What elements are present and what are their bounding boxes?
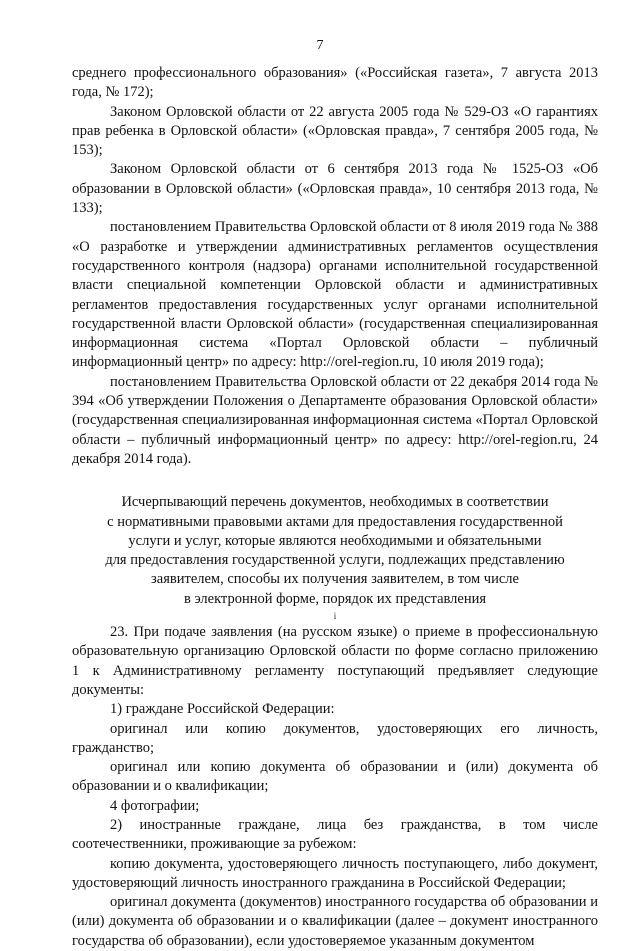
heading-line: для предоставления государственной услуги, подлежащих представлению [105,552,565,569]
paragraph-identity-docs: оригинал или копию документов, удостоверяющих его личность, гражданство; [72,720,598,756]
heading-line: заявителем, способы их получения заявителем, в том числе [151,571,519,588]
document-body [72,64,598,951]
page-number: 7 [316,38,324,53]
paragraph-education-doc: оригинал или копию документа об образовании и (или) документа об образовании и о квалификации; [72,759,598,795]
paragraph-item-23: 23. При подаче заявления (на русском языке) о приеме в профессиональную образовательную организацию Орловской области по форме согласно приложению 1 к Административному регламенту поступающий предъявляет следующие документы: [72,624,598,698]
stray-mark: і [333,611,337,622]
section-heading [72,493,598,609]
paragraph-resolution-394: постановлением Правительства Орловской области от 22 декабря 2014 года № 394 «Об утверждении Положения о Департаменте образования Орловской области» (государственная специализированная информационная система «Портал Орловской области – публичный информационный центр» по адресу: http://orel-region.ru, 24 декабря 2014 года). [72,373,598,467]
paragraph-foreign-citizens: 2) иностранные граждане, лица без гражданства, в том числе соотечественники, проживающие за рубежом: [72,816,598,853]
paragraph-continuation: среднего профессионального образования» («Российская газета», 7 августа 2013 года, № 172); [72,65,598,101]
heading-line: с нормативными правовыми актами для предоставления государственной [107,513,563,530]
paragraph-law-529: Законом Орловской области от 22 августа 2005 года № 529-ОЗ «О гарантиях прав ребенка в Орловской области» («Орловская правда», 7 сентября 2005 года, № 153); [72,103,598,159]
paragraph-foreign-education-doc: оригинал документа (документов) иностранного государства об образовании и (или) документа об образовании и о квалификации (далее – документ иностранного государства об образовании), если удостоверяемое указанным документом [72,894,598,949]
heading-line: услуги и услуг, которые являются необходимыми и обязательными [128,532,542,549]
heading-line: Исчерпывающий перечень документов, необходимых в соответствии [121,494,549,511]
paragraph-photos: 4 фотографии; [110,797,200,814]
paragraph-resolution-388: постановлением Правительства Орловской области от 8 июля 2019 года № 388 «О разработке и утверждении административных регламентов осуществления государственного контроля (надзора) органами исполнительной государственной власти специальной компетенции Орловской области и административных регламентов предоставления государственных услуг органами исполнительной государственной власти Орловской области» (государственная специализированная информационная система «Портал Орловской области – публичный информационный центр» по адресу: http://orel-region.ru, 10 июля 2019 года); [72,219,598,371]
heading-line: в электронной форме, порядок их представления [183,590,487,607]
paragraph-identity-copy: копию документа, удостоверяющего личность поступающего, либо документ, удостоверяющий личность иностранного гражданина в Российской Федерации; [72,855,598,891]
paragraph-law-1525: Законом Орловской области от 6 сентября 2013 года № 1525-ОЗ «Об образовании в Орловской области» («Орловская правда», 10 сентября 2013 года, № 133); [72,161,598,217]
paragraph-citizens-rf: 1) граждане Российской Федерации: [110,701,335,718]
